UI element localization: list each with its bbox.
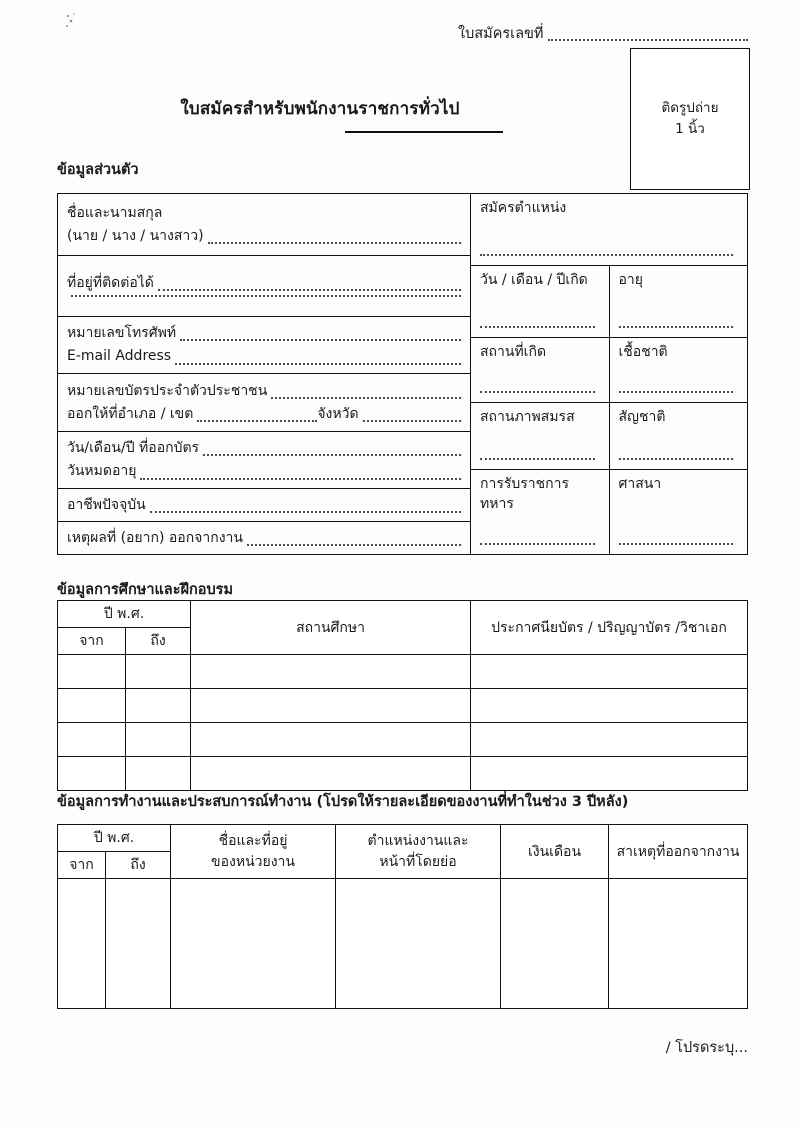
- education-group-header-year: ปี พ.ศ.: [58, 601, 191, 628]
- table-cell[interactable]: [471, 655, 748, 689]
- personal-right-cell-3-0: [471, 403, 609, 469]
- table-cell[interactable]: [58, 723, 126, 757]
- photo-box-line2: 1 นิ้ว: [675, 121, 705, 137]
- field-blank[interactable]: [619, 391, 734, 393]
- field-label: วัน/เดือน/ปี ที่ออกบัตร: [67, 440, 200, 457]
- table-cell[interactable]: [191, 655, 471, 689]
- table-cell[interactable]: [58, 655, 126, 689]
- field-blank[interactable]: [480, 254, 733, 256]
- table-cell[interactable]: [106, 879, 171, 1009]
- section-heading-work: ข้อมูลการทำงานและประสบการณ์ทำงาน (โปรดให้รายละเอียดของงานที่ทำในช่วง 3 ปีหลัง): [57, 794, 629, 810]
- field-blank[interactable]: [247, 544, 461, 546]
- personal-right-row-4: [471, 469, 747, 554]
- personal-right-column: [471, 194, 747, 554]
- personal-left-cell-5: [58, 488, 470, 521]
- table-cell[interactable]: [471, 723, 748, 757]
- work-table-body: [58, 879, 748, 1009]
- table-row[interactable]: [58, 723, 748, 757]
- field-label: สถานที่เกิด: [480, 343, 547, 360]
- table-cell[interactable]: [191, 689, 471, 723]
- table-cell[interactable]: [501, 879, 609, 1009]
- personal-left-cell-0: [58, 194, 470, 255]
- field-label: สถานภาพสมรส: [480, 408, 575, 425]
- field-blank[interactable]: [208, 242, 461, 244]
- personal-right-cell-4-0: [471, 470, 609, 554]
- photo-box-line1: ติดรูปถ่าย: [661, 100, 719, 117]
- personal-left-cell-6: [58, 521, 470, 554]
- table-cell[interactable]: [336, 879, 501, 1009]
- personal-left-cell-3: [58, 373, 470, 431]
- work-subheader-from: จาก: [58, 852, 106, 879]
- personal-left-cell-1: [58, 255, 470, 317]
- field-blank[interactable]: [71, 295, 461, 297]
- personal-information-table: [57, 193, 748, 555]
- work-header-salary: เงินเดือน: [501, 825, 609, 879]
- personal-right-cell-4-1: [609, 470, 748, 554]
- table-cell[interactable]: [471, 757, 748, 791]
- personal-field-line: [67, 403, 461, 426]
- field-label: หมายเลขบัตรประจำตัวประชาชน: [67, 383, 268, 400]
- table-cell[interactable]: [191, 757, 471, 791]
- education-table: [57, 600, 748, 791]
- application-number-field[interactable]: [458, 22, 748, 45]
- table-cell[interactable]: [471, 689, 748, 723]
- table-row[interactable]: [58, 757, 748, 791]
- table-cell[interactable]: [58, 879, 106, 1009]
- personal-right-cell-0-0: [471, 194, 747, 265]
- scan-artifact-icon: [62, 12, 80, 34]
- field-label: การรับราชการทหาร: [480, 476, 570, 512]
- personal-left-cell-4: [58, 431, 470, 487]
- field-label: เชื้อชาติ: [618, 343, 668, 360]
- field-label: ศาสนา: [618, 476, 662, 493]
- work-subheader-to: ถึง: [106, 852, 171, 879]
- personal-right-cell-1-1: [609, 266, 748, 337]
- personal-field-line: [67, 527, 461, 550]
- field-blank-secondary[interactable]: [363, 420, 461, 422]
- work-experience-table: [57, 824, 748, 1009]
- field-blank[interactable]: [197, 420, 317, 422]
- field-label: (นาย / นาง / นางสาว): [67, 227, 204, 244]
- title-underline: [345, 131, 503, 133]
- field-label: ที่อยู่ที่ติดต่อได้: [67, 274, 154, 291]
- personal-field-line: [67, 437, 461, 460]
- field-label: วันหมดอายุ: [67, 463, 137, 480]
- work-group-header-year: ปี พ.ศ.: [58, 825, 171, 852]
- field-blank[interactable]: [619, 326, 734, 328]
- field-blank[interactable]: [150, 511, 461, 513]
- table-row[interactable]: [58, 879, 748, 1009]
- personal-right-row-2: [471, 337, 747, 402]
- education-subheader-from: จาก: [58, 628, 126, 655]
- field-blank[interactable]: [480, 458, 595, 460]
- field-blank[interactable]: [203, 454, 461, 456]
- table-cell[interactable]: [126, 723, 191, 757]
- personal-field-line: [67, 322, 461, 345]
- table-cell[interactable]: [126, 689, 191, 723]
- field-blank[interactable]: [180, 339, 461, 341]
- page-title: ใบสมัครสำหรับพนักงานราชการทั่วไป: [180, 99, 460, 119]
- education-header-row-1: [58, 601, 748, 628]
- field-label: ชื่อและนามสกุล: [67, 204, 163, 221]
- field-blank[interactable]: [271, 397, 461, 399]
- section-heading-personal: ข้อมูลส่วนตัว: [57, 162, 139, 178]
- field-label: หมายเลขโทรศัพท์: [67, 325, 177, 342]
- field-label: เหตุผลที่ (อยาก) ออกจากงาน: [67, 529, 243, 546]
- table-cell[interactable]: [58, 757, 126, 791]
- field-label: วัน / เดือน / ปีเกิด: [480, 271, 588, 288]
- education-table-body: [58, 655, 748, 791]
- personal-field-line: [67, 225, 461, 248]
- footer-continuation-note: / โปรดระบุ...: [665, 1040, 748, 1056]
- personal-right-row-1: [471, 265, 747, 337]
- personal-field-line: [67, 345, 461, 368]
- personal-right-cell-1-0: [471, 266, 609, 337]
- field-label: สมัครตำแหน่ง: [480, 200, 567, 216]
- personal-field-line: [67, 295, 461, 301]
- personal-left-column: [58, 194, 471, 554]
- field-label-secondary: จังหวัด: [317, 406, 359, 423]
- table-cell[interactable]: [126, 757, 191, 791]
- field-label: อาชีพปัจจุบัน: [67, 496, 146, 513]
- personal-right-cell-2-1: [609, 338, 748, 402]
- table-cell[interactable]: [126, 655, 191, 689]
- application-number-label: ใบสมัครเลขที่: [458, 26, 544, 42]
- personal-right-cell-3-1: [609, 403, 748, 469]
- personal-right-row-3: [471, 402, 747, 469]
- education-header-institution: สถานศึกษา: [191, 601, 471, 655]
- field-blank[interactable]: [480, 326, 595, 328]
- work-table-head: [58, 825, 748, 879]
- table-row[interactable]: [58, 655, 748, 689]
- field-blank[interactable]: [480, 391, 595, 393]
- field-blank[interactable]: [619, 458, 734, 460]
- personal-field-line: [67, 272, 461, 295]
- field-blank[interactable]: [140, 478, 461, 480]
- field-label: สัญชาติ: [618, 408, 666, 425]
- personal-left-cell-2: [58, 316, 470, 373]
- application-number-blank[interactable]: [548, 39, 749, 41]
- work-header-organization: ชื่อและที่อยู่ ของหน่วยงาน: [171, 825, 336, 879]
- field-label: อายุ: [618, 271, 643, 288]
- field-blank[interactable]: [619, 543, 734, 545]
- education-subheader-to: ถึง: [126, 628, 191, 655]
- section-heading-education: ข้อมูลการศึกษาและฝึกอบรม: [57, 582, 234, 598]
- field-label: ออกให้ที่อำเภอ / เขต: [67, 406, 194, 423]
- table-cell[interactable]: [171, 879, 336, 1009]
- table-cell[interactable]: [58, 689, 126, 723]
- personal-field-line: [67, 494, 461, 517]
- personal-right-row-0: [471, 194, 747, 265]
- field-blank[interactable]: [480, 543, 595, 545]
- work-header-row-1: [58, 825, 748, 852]
- field-blank[interactable]: [175, 363, 461, 365]
- table-row[interactable]: [58, 689, 748, 723]
- education-header-certificate: ประกาศนียบัตร / ปริญญาบัตร /วิชาเอก: [471, 601, 748, 655]
- field-blank[interactable]: [158, 289, 461, 291]
- table-cell[interactable]: [609, 879, 748, 1009]
- work-header-reason: สาเหตุที่ออกจากงาน: [609, 825, 748, 879]
- personal-field-line: [67, 460, 461, 483]
- personal-field-line: [67, 202, 461, 225]
- work-header-position: ตำแหน่งงานและ หน้าที่โดยย่อ: [336, 825, 501, 879]
- field-label: E-mail Address: [67, 348, 172, 365]
- personal-right-cell-2-0: [471, 338, 609, 402]
- table-cell[interactable]: [191, 723, 471, 757]
- education-table-head: [58, 601, 748, 655]
- personal-field-line: [67, 380, 461, 403]
